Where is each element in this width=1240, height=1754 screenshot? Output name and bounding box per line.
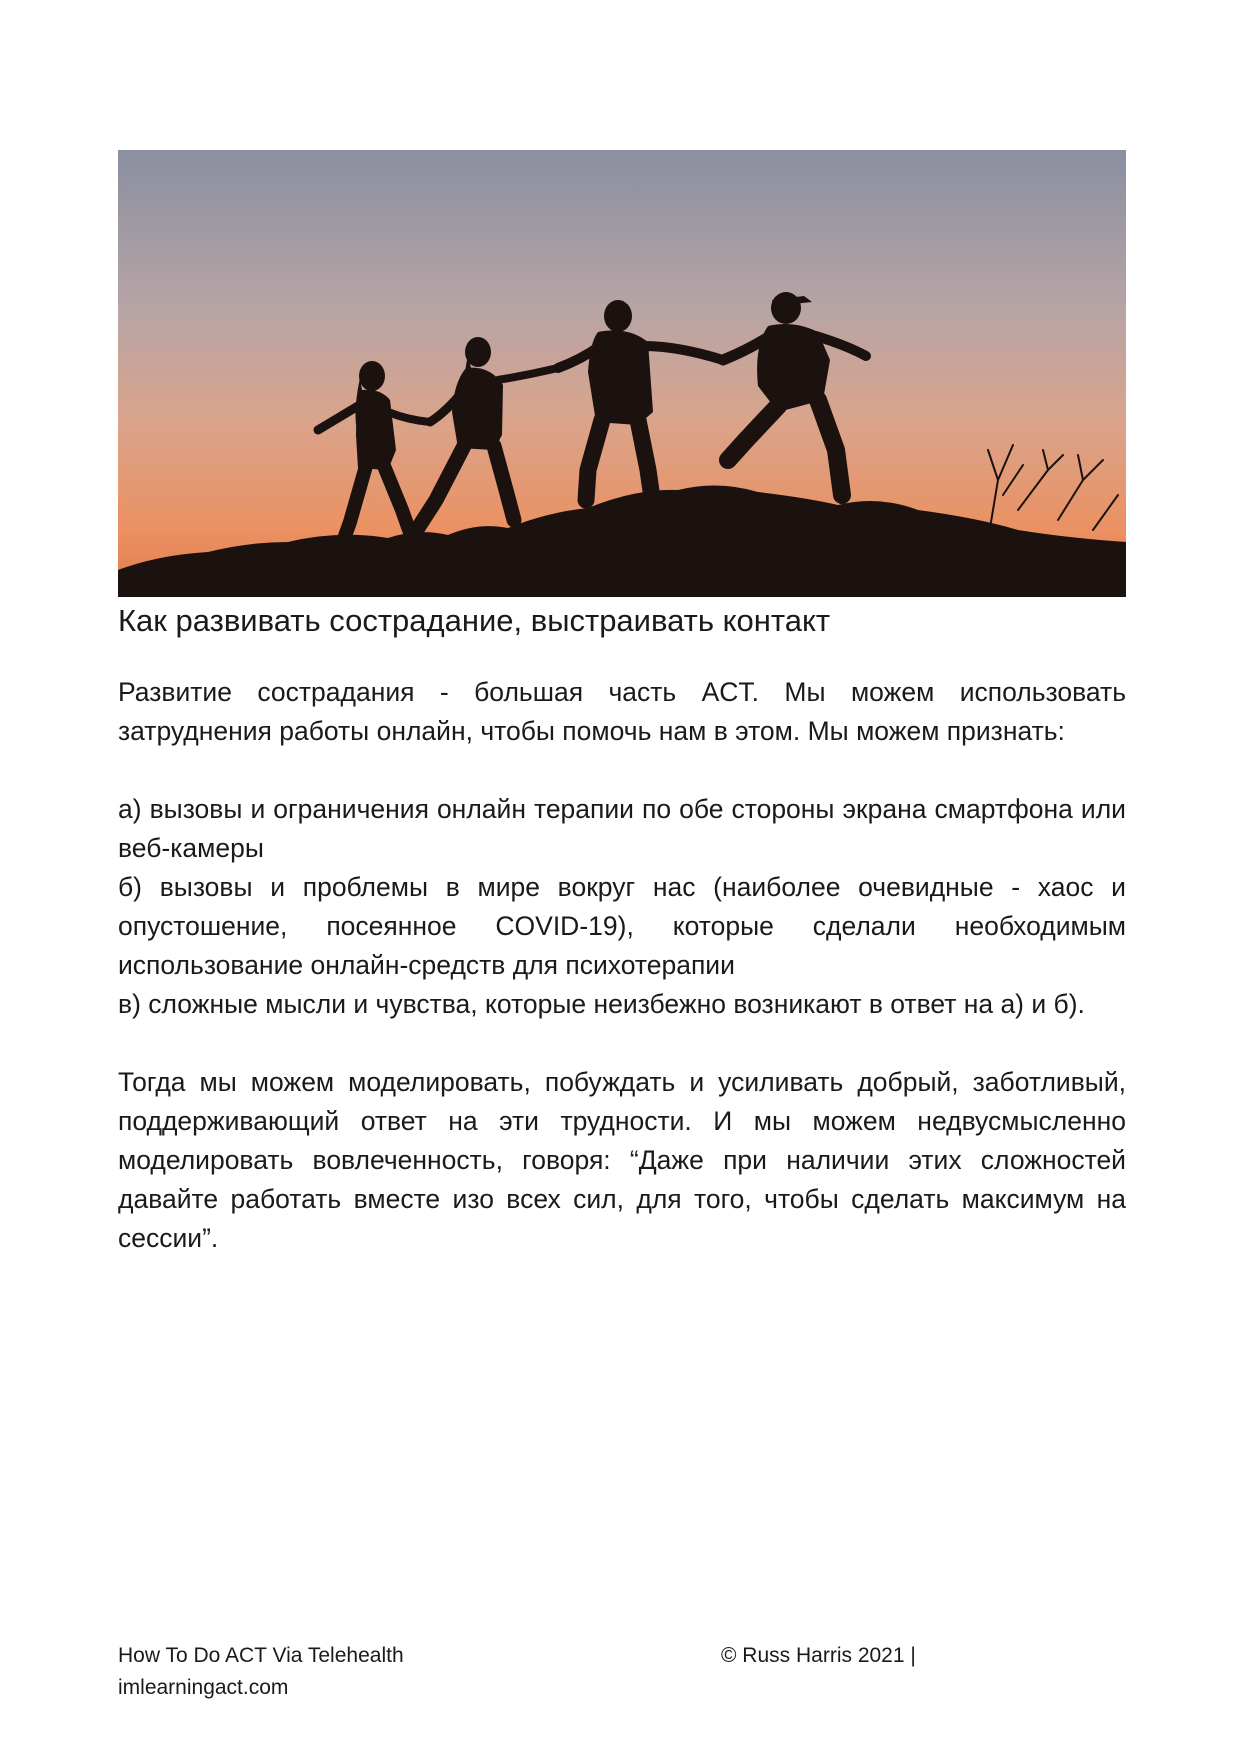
list-item-a: а) вызовы и ограничения онлайн терапии по обе стороны экрана смартфона или веб-камеры (118, 794, 1126, 863)
intro-paragraph: Развитие сострадания - большая часть ACT. Мы можем использовать затруднения работы онлайн, чтобы помочь нам в этом. Мы можем признать: (118, 677, 1126, 746)
people-helping-silhouette-photo (118, 150, 1126, 597)
footer-book-title: How To Do ACT Via Telehealth (118, 1644, 404, 1667)
section-heading: Как развивать сострадание, выстраивать контакт (118, 603, 831, 638)
footer-website: imlearningact.com (118, 1676, 289, 1699)
closing-paragraph: Тогда мы можем моделировать, побуждать и усиливать добрый, заботливый, поддерживающий ответ на эти трудности. И мы можем недвусмысленно моделировать вовлеченность, говоря: “Даже при наличии этих сложностей давайте работать вместе изо всех сил, для того, чтобы сделать максимум на сессии”. (118, 1067, 1126, 1253)
list-item-b: б) вызовы и проблемы в мире вокруг нас (наиболее очевидные - хаос и опустошение, посеянное COVID-19), которые сделали необходимым использование онлайн-средств для психотерапии (118, 872, 1126, 980)
body-text (118, 673, 1126, 1258)
footer-right (721, 1640, 916, 1672)
list-item-c: в) сложные мысли и чувства, которые неизбежно возникают в ответ на а) и б). (118, 989, 1085, 1019)
footer-copyright: © Russ Harris 2021 | (721, 1644, 916, 1667)
footer-left (118, 1640, 404, 1704)
